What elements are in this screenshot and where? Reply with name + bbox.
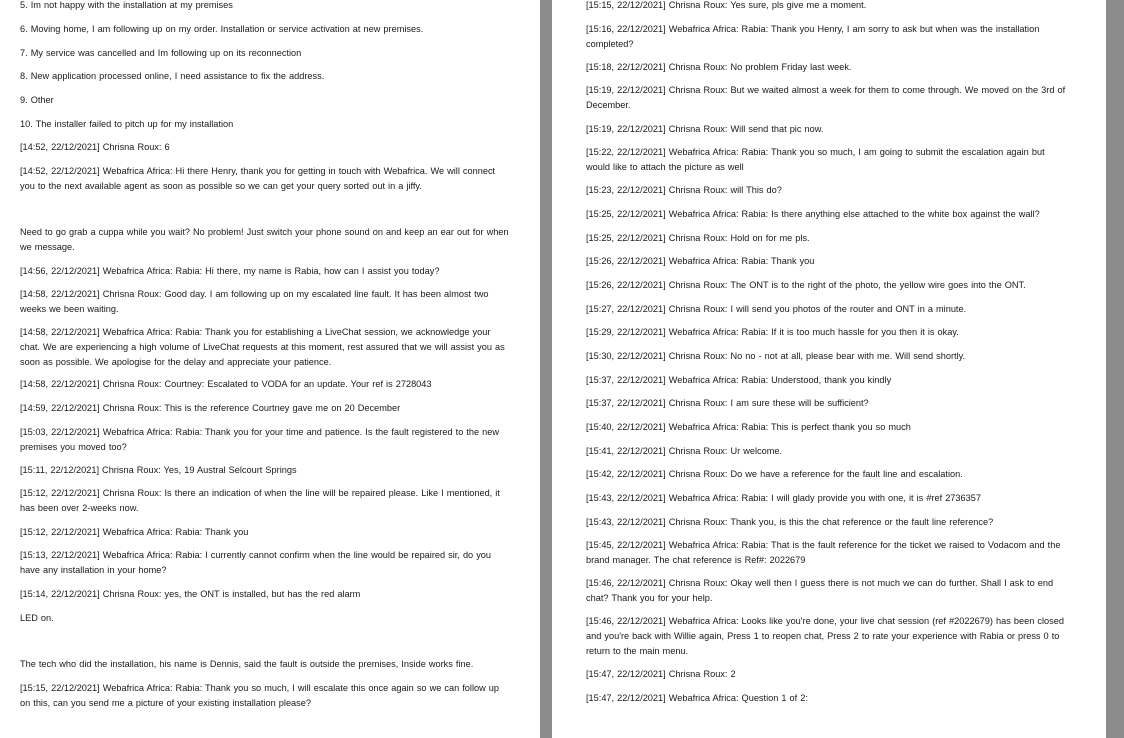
- paragraph: [14:59, 22/12/2021] Chrisna Roux: This is the reference Courtney gave me on 20 December: [20, 403, 401, 413]
- paragraph: [14:58, 22/12/2021] Chrisna Roux: Courtney: Escalated to VODA for an update. Your ref is 2728043: [20, 379, 432, 389]
- paragraph: [14:56, 22/12/2021] Webafrica Africa: Rabia: Hi there, my name is Rabia, how can I assist you today?: [20, 266, 440, 276]
- paragraph: [15:14, 22/12/2021] Chrisna Roux: yes, the ONT is installed, but has the red alarm: [20, 589, 361, 599]
- document-page-left: [0, 0, 540, 738]
- paragraph: [15:13, 22/12/2021] Webafrica Africa: Rabia: I currently cannot confirm when the line would be repaired sir, do you have any installation in your home?: [20, 550, 492, 575]
- page-gap: [540, 0, 552, 738]
- paragraph: [15:16, 22/12/2021] Webafrica Africa: Rabia: Thank you Henry, I am sorry to ask but when was the installation completed?: [586, 24, 1040, 49]
- paragraph: 8. New application processed online, I need assistance to fix the address.: [20, 71, 325, 81]
- paragraph: [15:15, 22/12/2021] Chrisna Roux: Yes sure, pls give me a moment.: [586, 0, 867, 10]
- paragraph: [14:58, 22/12/2021] Chrisna Roux: Good day. I am following up on my escalated line fault. It has been almost two weeks we been waiting.: [20, 289, 489, 314]
- paragraph: [15:12, 22/12/2021] Chrisna Roux: Is there an indication of when the line will be repaired please. Like I mentioned, it has been over 2-weeks now.: [20, 488, 500, 513]
- paragraph: [15:45, 22/12/2021] Webafrica Africa: Rabia: That is the fault reference for the ticket we raised to Vodacom and the brand manager. The chat reference is Ref#: 2022679: [586, 540, 1061, 565]
- paragraph: LED on.: [20, 613, 54, 623]
- paragraph: The tech who did the installation, his name is Dennis, said the fault is outside the premises, Inside works fine.: [20, 659, 474, 669]
- paragraph: [15:25, 22/12/2021] Webafrica Africa: Rabia: Is there anything else attached to the white box against the wall?: [586, 209, 1040, 219]
- paragraph: [15:27, 22/12/2021] Chrisna Roux: I will send you photos of the router and ONT in a minute.: [586, 304, 967, 314]
- paragraph: 6. Moving home, I am following up on my order. Installation or service activation at new premises.: [20, 24, 424, 34]
- paragraph: [15:41, 22/12/2021] Chrisna Roux: Ur welcome.: [586, 446, 783, 456]
- paragraph: [15:37, 22/12/2021] Chrisna Roux: I am sure these will be sufficient?: [586, 398, 869, 408]
- paragraph: [15:47, 22/12/2021] Chrisna Roux: 2: [586, 669, 736, 679]
- paragraph: [15:19, 22/12/2021] Chrisna Roux: But we waited almost a week for them to come through. We moved on the 3rd of December.: [586, 85, 1066, 110]
- paragraph: [15:37, 22/12/2021] Webafrica Africa: Rabia: Understood, thank you kindly: [586, 375, 892, 385]
- paragraph: [15:43, 22/12/2021] Webafrica Africa: Rabia: I will glady provide you with one, it is #ref 2736357: [586, 493, 981, 503]
- paragraph: [15:18, 22/12/2021] Chrisna Roux: No problem Friday last week.: [586, 62, 852, 72]
- paragraph: [15:26, 22/12/2021] Chrisna Roux: The ONT is to the right of the photo, the yellow wire goes into the ONT.: [586, 280, 1026, 290]
- paragraph: [15:22, 22/12/2021] Webafrica Africa: Rabia: Thank you so much, I am going to submit the escalation again but would like to attach the picture as well: [586, 147, 1045, 172]
- paragraph: [15:42, 22/12/2021] Chrisna Roux: Do we have a reference for the fault line and escalation.: [586, 469, 963, 479]
- paragraph: [15:29, 22/12/2021] Webafrica Africa: Rabia: If it is too much hassle for you then it is okay.: [586, 327, 959, 337]
- paragraph: [15:47, 22/12/2021] Webafrica Africa: Question 1 of 2:: [586, 693, 808, 703]
- document-page-right: [552, 0, 1106, 738]
- paragraph: [15:15, 22/12/2021] Webafrica Africa: Rabia: Thank you so much, I will escalate this once again so we can follow up on this, can you send me a picture of your existing installation please?: [20, 683, 500, 708]
- paragraph: [15:19, 22/12/2021] Chrisna Roux: Will send that pic now.: [586, 124, 824, 134]
- paragraph: [15:30, 22/12/2021] Chrisna Roux: No no - not at all, please bear with me. Will send shortly.: [586, 351, 966, 361]
- paragraph: 7. My service was cancelled and Im following up on its reconnection: [20, 48, 302, 58]
- paragraph: [15:26, 22/12/2021] Webafrica Africa: Rabia: Thank you: [586, 256, 815, 266]
- paragraph: [15:40, 22/12/2021] Webafrica Africa: Rabia: This is perfect thank you so much: [586, 422, 911, 432]
- paragraph: [15:23, 22/12/2021] Chrisna Roux: will This do?: [586, 185, 782, 195]
- paragraph: [14:52, 22/12/2021] Chrisna Roux: 6: [20, 142, 170, 152]
- paragraph: [14:58, 22/12/2021] Webafrica Africa: Rabia: Thank you for establishing a LiveChat session, we acknowledge your chat. We are experiencing a high volume of LiveChat requests at this moment, rest assured that we will assist you as soon as possible. We apologise for the delay and appreciate your patience.: [20, 327, 505, 367]
- paragraph: [15:03, 22/12/2021] Webafrica Africa: Rabia: Thank you for your time and patience. Is the fault registered to the new premises you moved too?: [20, 427, 500, 452]
- paragraph: [14:52, 22/12/2021] Webafrica Africa: Hi there Henry, thank you for getting in touch with Webafrica. We will connect you to the next available agent as soon as possible so we can get your query sorted out in a jiffy.: [20, 166, 496, 191]
- paragraph: [15:46, 22/12/2021] Chrisna Roux: Okay well then I guess there is not much we can do further. Shall I ask to end chat? Thank you for your help.: [586, 578, 1054, 603]
- page-gap-right: [1106, 0, 1124, 738]
- paragraph: [15:46, 22/12/2021] Webafrica Africa: Looks like you're done, your live chat session (ref #2022679) has been closed and you're back with Willie again, Press 1 to reopen chat, Press 2 to rate your experience with Rabia or press 0 to return to the main menu.: [586, 616, 1064, 656]
- paragraph: [15:11, 22/12/2021] Chrisna Roux: Yes, 19 Austral Selcourt Springs: [20, 465, 297, 475]
- paragraph: [15:12, 22/12/2021] Webafrica Africa: Rabia: Thank you: [20, 527, 249, 537]
- paragraph: [15:25, 22/12/2021] Chrisna Roux: Hold on for me pls.: [586, 233, 810, 243]
- paragraph: 9. Other: [20, 95, 54, 105]
- paragraph: 10. The installer failed to pitch up for my installation: [20, 119, 234, 129]
- paragraph: 5. Im not happy with the installation at my premises: [20, 0, 233, 10]
- paragraph: [15:43, 22/12/2021] Chrisna Roux: Thank you, is this the chat reference or the fault line reference?: [586, 517, 994, 527]
- paragraph: Need to go grab a cuppa while you wait? No problem! Just switch your phone sound on and keep an ear out for when we message.: [20, 227, 509, 252]
